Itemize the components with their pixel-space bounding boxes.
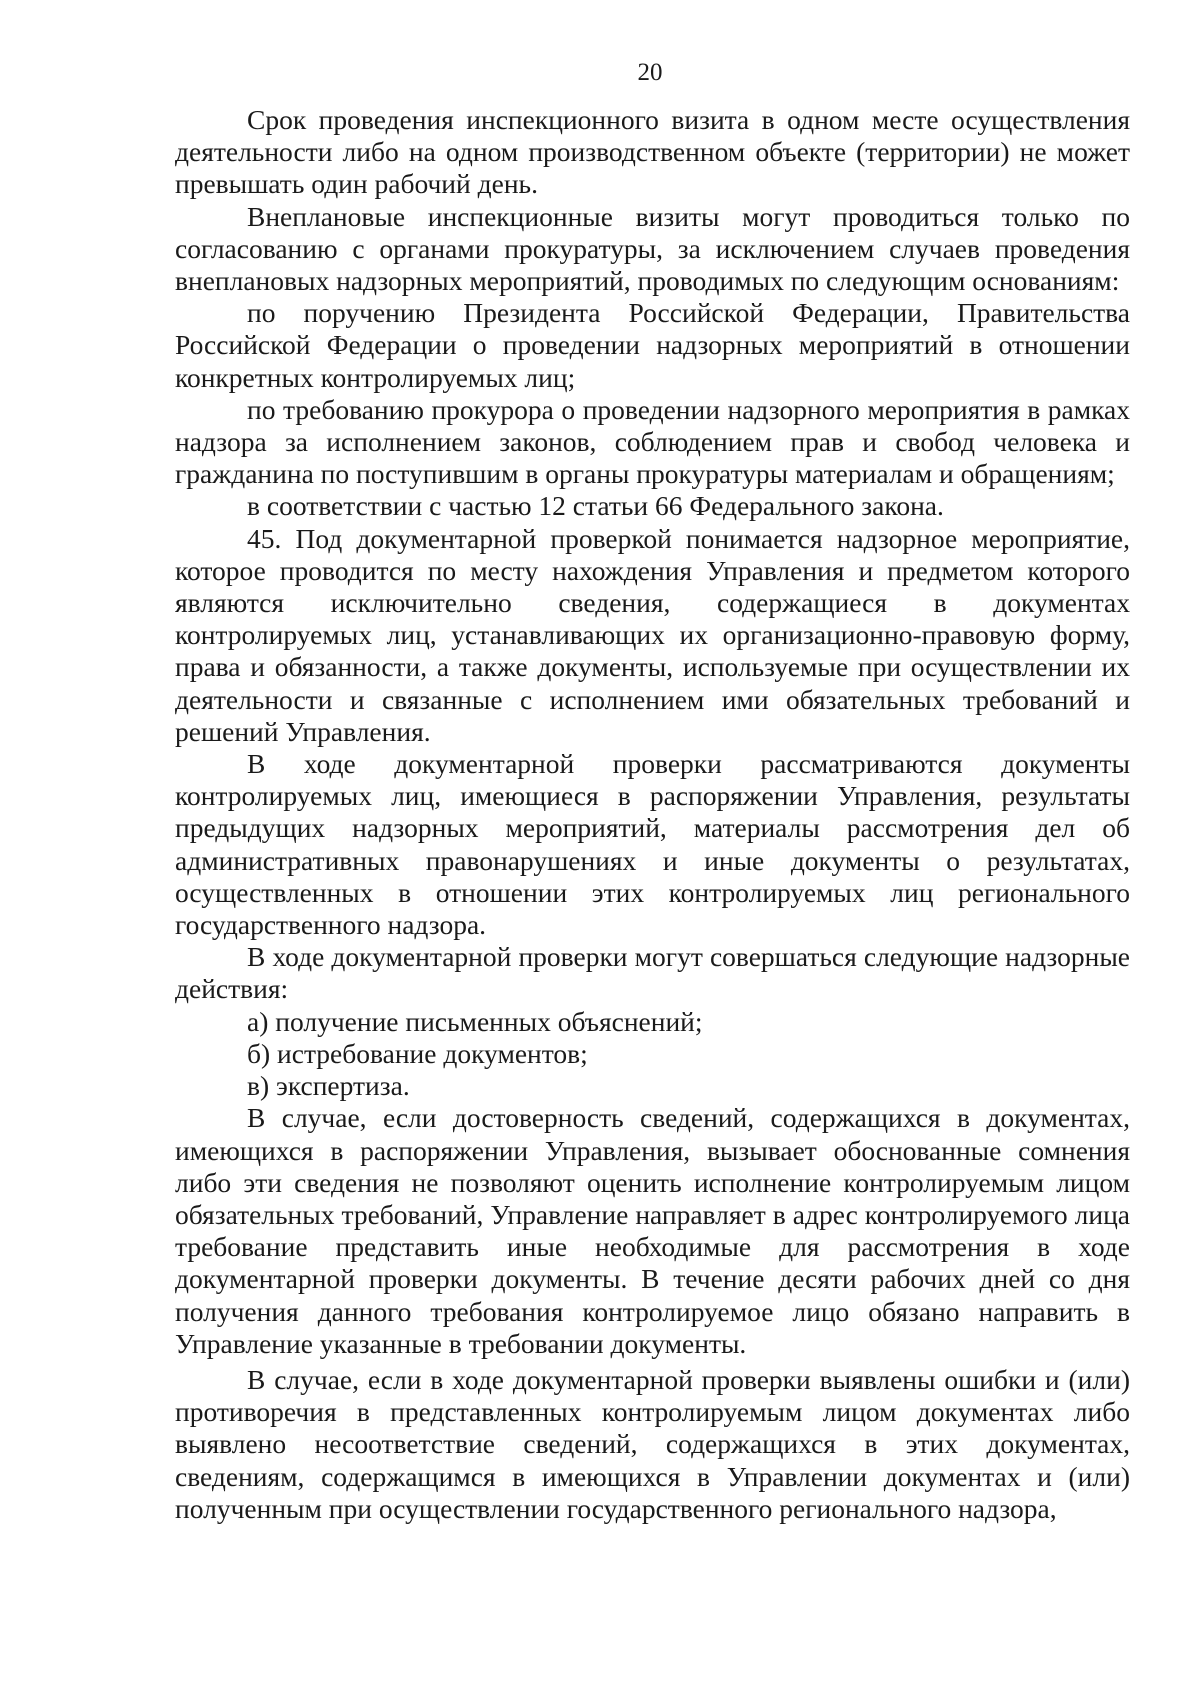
list-item-expertise: в) экспертиза. xyxy=(247,1070,410,1102)
page-number: 20 xyxy=(637,59,663,86)
list-item-written-explanations: а) получение письменных объяснений; xyxy=(247,1005,703,1037)
paragraph-errors-detected: В случае, если в ходе документарной проверки выявлены ошибки и (или) противоречия в представленных контролируемым лицом документах либо выявлено несоответствие сведений, содержащихся в этих документах, сведениям, содержащимся в имеющихся в Управлении документах и (или) полученным при осуществлении государственного регионального надзора, xyxy=(175,1363,1130,1524)
paragraph-ground-president-order: по поручению Президента Российской Федерации, Правительства Российской Федерации о проведении надзорных мероприятий в отношении конкретных контролируемых лиц; xyxy=(175,297,1130,393)
paragraph-unscheduled-visits: Внеплановые инспекционные визиты могут проводиться только по согласованию с органами прокуратуры, за исключением случаев проведения внеплановых надзорных мероприятий, проводимых по следующим основаниям: xyxy=(175,200,1130,297)
paragraph-ground-prosecutor-demand: по требованию прокурора о проведении надзорного мероприятия в рамках надзора за исполнением законов, соблюдением прав и свобод человека и гражданина по поступившим в органы прокуратуры материалам и обращениям; xyxy=(175,393,1130,490)
paragraph-doubtful-information: В случае, если достоверность сведений, содержащихся в документах, имеющихся в распоряжении Управления, вызывает обоснованные сомнения либо эти сведения не позволяют оценить исполнение контролируемым лицом обязательных требований, Управление направляет в адрес контролируемого лица требование представить иные необходимые для рассмотрения в ходе документарной проверки документы. В течение десяти рабочих дней со дня получения данного требования контролируемое лицо обязано направить в Управление указанные в требовании документы. xyxy=(175,1102,1130,1359)
paragraph-item-45-documentary-check: 45. Под документарной проверкой понимается надзорное мероприятие, которое проводится по месту нахождения Управления и предметом которого являются исключительно сведения, содержащиеся в документах контролируемых лиц, устанавливающих их организационно-правовую форму, права и обязанности, а также документы, используемые при осуществлении их деятельности и связанные с исполнением ими обязательных требований и решений Управления. xyxy=(175,522,1130,747)
paragraph-visit-duration: Срок проведения инспекционного визита в одном месте осуществления деятельности либо на одном производственном объекте (территории) не может превышать один рабочий день. xyxy=(175,104,1130,200)
paragraph-ground-federal-law: в соответствии с частью 12 статьи 66 Федерального закона. xyxy=(247,490,944,522)
list-item-document-request: б) истребование документов; xyxy=(247,1037,588,1069)
document-body xyxy=(175,104,1130,1525)
paragraph-documents-considered: В ходе документарной проверки рассматриваются документы контролируемых лиц, имеющиеся в распоряжении Управления, результаты предыдущих надзорных мероприятий, материалы рассмотрения дел об административных правонарушениях и иные документы о результатах, осуществленных в отношении этих контролируемых лиц регионального государственного надзора. xyxy=(175,748,1130,941)
paragraph-supervisory-actions: В ходе документарной проверки могут совершаться следующие надзорные действия: xyxy=(175,941,1130,1005)
